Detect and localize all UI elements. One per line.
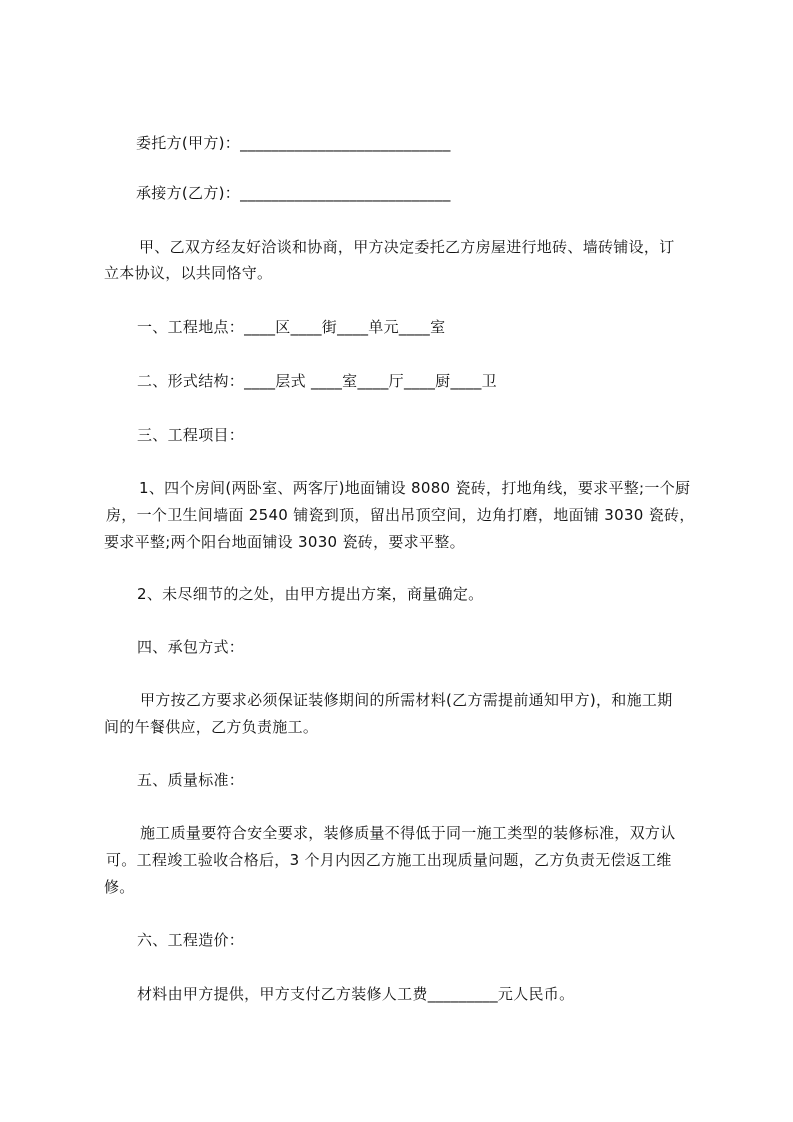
section-contract-mode-title: 四、承包方式： [137,638,245,656]
intro-line-1: 甲、乙双方经友好洽谈和协商，甲方决定委托乙方房屋进行地砖、墙砖铺设，订 [139,238,675,256]
project-item-1-line-3: 要求平整;两个阳台地面铺设 3030 瓷砖，要求平整。 [104,533,465,551]
quality-line-3: 修。 [104,878,135,896]
quality-line-2: 可。工程竣工验收合格后，3 个月内因乙方施工出现质量问题，乙方负责无偿返工维 [106,851,672,869]
quality-line-1: 施工质量要符合安全要求，装修质量不得低于同一施工类型的装修标准，双方认 [140,824,676,842]
section-location: 一、工程地点：____区____街____单元____室 [137,318,446,336]
intro-line-2: 立本协议，以共同恪守。 [104,264,273,282]
project-item-1-line-2: 房，一个卫生间墙面 2540 铺瓷到顶，留出吊顶空间，边角打磨，地面铺 3030 瓷砖， [106,506,695,524]
price-line: 材料由甲方提供，甲方支付乙方装修人工费_________元人民币。 [137,985,575,1003]
client-party-line: 委托方(甲方)：___________________________ [136,134,451,152]
section-project-title: 三、工程项目： [137,426,245,444]
project-item-1-line-1: 1、四个房间(两卧室、两客厅)地面铺设 8080 瓷砖，打地角线，要求平整;一个厨 [139,479,691,497]
contract-mode-line-2: 间的午餐供应，乙方负责施工。 [104,718,319,736]
contract-mode-line-1: 甲方按乙方要求必须保证装修期间的所需材料(乙方需提前通知甲方)，和施工期 [140,691,673,709]
section-structure: 二、形式结构：____层式 ____室____厅____厨____卫 [137,372,497,390]
project-item-2: 2、未尽细节的之处，由甲方提出方案，商量确定。 [137,585,484,603]
section-price-title: 六、工程造价： [137,931,245,949]
contractor-party-line: 承接方(乙方)：___________________________ [136,184,451,202]
section-quality-title: 五、质量标准： [137,771,245,789]
